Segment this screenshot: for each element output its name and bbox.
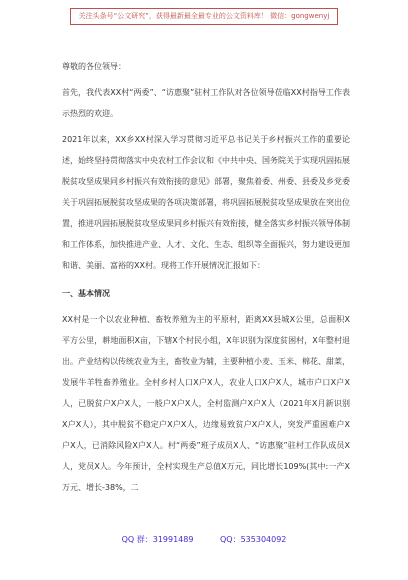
contact-footer bbox=[0, 534, 408, 545]
paragraph-basic-info: XX村是一个以农业种植、畜牧养殖为主的平原村，距离XX县城X公里，总面积X平方公里，耕地面积X亩，下辖X个村民小组，X年识别为深度贫困村，X年整村退出。产业结构以传统农业为主，畜牧业为辅，主要种植小麦、玉米、棉花、甜菜，发展牛羊牲畜养殖业。全村乡村人口X户X人，农业人口X户X人，城市户口X户X人，已脱贫户X户X人，一般户X户X人，全村监测户X户X人（2021年X月新识别X户X人），其中脱贫不稳定户X户X人，边缘易致贫户X户X人，突发严重困难户X户X人，已消除风险X户X人。村“两委”班子成员X人、“访惠聚”驻村工作队成员X人，党员X人。今年预计，全村实现生产总值X万元，同比增长109%(其中:一产X万元、增长-38%，二 bbox=[62, 315, 350, 492]
salutation: 尊敬的各位领导： bbox=[62, 62, 126, 71]
paragraph-welcome: 首先，我代表XX村“两委”、“访惠聚”驻村工作队对各位领导莅临XX村指导工作表示热烈的欢迎。 bbox=[62, 88, 350, 118]
promo-banner: 关注头条号“公文研究”，获得最新最全最专业的公文资料库！ 微信：gongwenyj bbox=[70, 8, 338, 25]
qq-number: QQ：535304092 bbox=[220, 535, 287, 544]
paragraph-overview: 2021年以来，XX乡XX村深入学习贯彻习近平总书记关于乡村振兴工作的重要论述，始终坚持贯彻落实中央农村工作会议和《中共中央、国务院关于实现巩固拓展脱贫攻坚成果同乡村振兴有效衔接的意见》部署，聚焦着委、州委、县委及乡党委关于巩固拓展脱贫攻坚成果的各项决策部署，将巩固拓展脱贫攻坚成果放在突出位置，推进巩固拓展脱贫攻坚成果同乡村振兴有效衔接，健全落实乡村振兴领导体制和工作体系，加快推进产业、人才、文化、生态、组织等全面振兴，努力建设更加和谐、美丽、富裕的XX村。现将工作开展情况汇报如下： bbox=[62, 135, 350, 270]
section-heading: 一、基本情况 bbox=[62, 289, 110, 298]
document-body bbox=[62, 56, 350, 498]
qq-group: QQ 群：31991489 bbox=[121, 535, 194, 544]
